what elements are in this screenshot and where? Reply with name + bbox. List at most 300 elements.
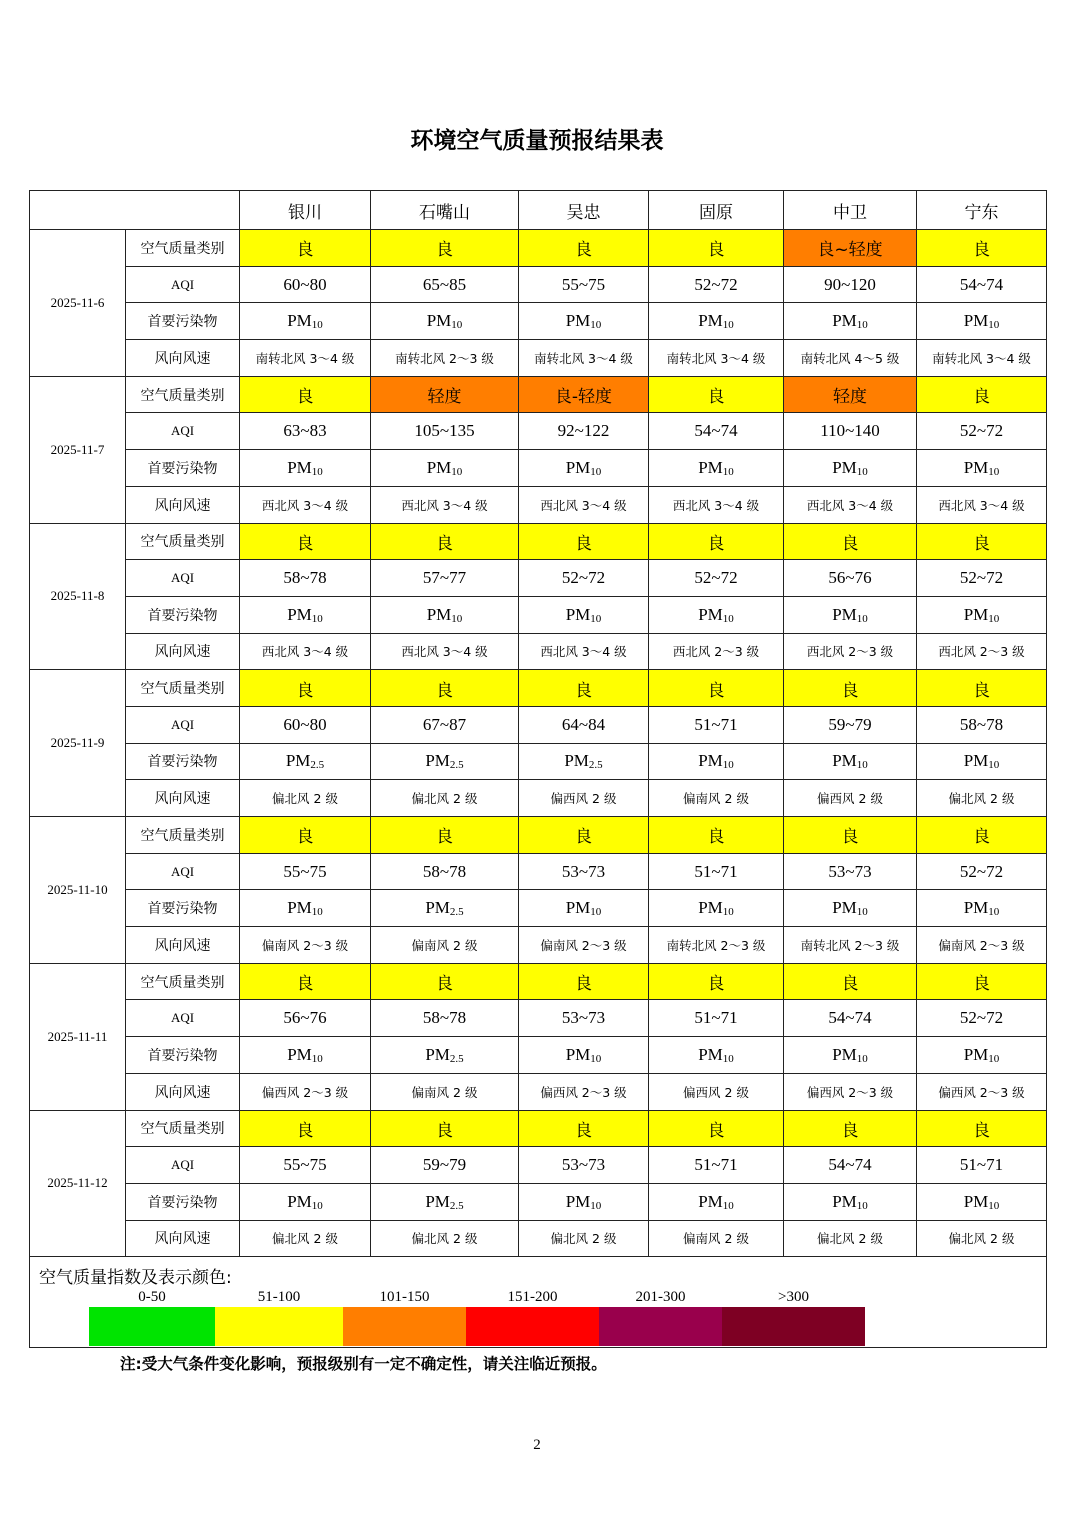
category-cell: 良 [649, 817, 784, 854]
row-label-wind: 风向风速 [126, 927, 240, 964]
legend [30, 1257, 1047, 1348]
pollutant-subscript: 10 [451, 319, 463, 332]
pollutant-base: PM [285, 751, 311, 771]
wind-cell: 偏西风 2～3 级 [519, 1073, 649, 1110]
aqi-cell: 54~74 [784, 1000, 917, 1037]
aqi-row [30, 1000, 1047, 1037]
category-row [30, 670, 1047, 707]
aqi-cell: 105~135 [371, 413, 519, 450]
forecast-date: 2025-11-11 [30, 963, 126, 1110]
wind-cell: 南转北风 3～4 级 [519, 340, 649, 377]
aqi-cell: 59~79 [371, 1147, 519, 1184]
category-cell: 良 [649, 670, 784, 707]
category-cell: 良 [240, 817, 371, 854]
category-cell: 良 [784, 963, 917, 1000]
pollutant-subscript: 2.5 [588, 759, 603, 772]
row-label-category: 空气质量类别 [126, 963, 240, 1000]
pollutant-subscript: 10 [988, 1199, 1000, 1212]
row-label-aqi: AQI [126, 413, 240, 450]
pollutant-base: PM [287, 1191, 312, 1211]
pollutant-cell [784, 450, 917, 487]
pollutant-subscript: 10 [988, 1052, 1000, 1065]
pollutant-base: PM [963, 604, 989, 624]
row-label-pollutant: 首要污染物 [126, 1037, 240, 1074]
wind-cell: 偏南风 2 级 [371, 1073, 519, 1110]
pollutant-base: PM [564, 751, 589, 771]
pollutant-subscript: 10 [988, 759, 1000, 772]
category-cell: 良~轻度 [784, 230, 917, 267]
aqi-cell: 54~74 [649, 413, 784, 450]
row-label-pollutant: 首要污染物 [126, 596, 240, 633]
pollutant-subscript: 10 [856, 759, 868, 772]
pollutant-subscript: 10 [856, 1199, 868, 1212]
city-header: 吴忠 [519, 191, 649, 230]
pollutant-cell [917, 1183, 1047, 1220]
category-cell: 良 [519, 523, 649, 560]
pollutant-subscript: 10 [988, 465, 1000, 478]
pollutant-cell [519, 303, 649, 340]
pollutant-cell [240, 743, 371, 780]
category-row [30, 1110, 1047, 1147]
pollutant-cell [240, 303, 371, 340]
category-cell: 轻度 [784, 376, 917, 413]
pollutant-cell [240, 1037, 371, 1074]
pollutant-cell [649, 1183, 784, 1220]
category-cell: 良 [917, 670, 1047, 707]
row-label-category: 空气质量类别 [126, 376, 240, 413]
category-cell: 良 [917, 963, 1047, 1000]
category-cell: 良 [371, 1110, 519, 1147]
pollutant-row [30, 890, 1047, 927]
pollutant-subscript: 10 [451, 465, 463, 478]
aqi-cell: 53~73 [519, 1000, 649, 1037]
category-cell: 良 [784, 523, 917, 560]
pollutant-cell [519, 1037, 649, 1074]
aqi-row [30, 413, 1047, 450]
category-row [30, 817, 1047, 854]
pollutant-base: PM [698, 604, 723, 624]
wind-cell: 偏西风 2 级 [519, 780, 649, 817]
aqi-cell: 110~140 [784, 413, 917, 450]
row-label-wind: 风向风速 [126, 1220, 240, 1257]
category-cell: 良 [649, 523, 784, 560]
pollutant-cell [649, 596, 784, 633]
wind-cell: 西北风 3～4 级 [519, 486, 649, 523]
wind-cell: 西北风 3～4 级 [240, 486, 371, 523]
city-header: 银川 [240, 191, 371, 230]
category-cell: 良 [371, 963, 519, 1000]
wind-cell: 偏南风 2～3 级 [519, 927, 649, 964]
category-cell: 良 [240, 230, 371, 267]
legend-row [30, 1257, 1047, 1348]
category-cell: 良 [240, 376, 371, 413]
wind-cell: 西北风 3～4 级 [784, 486, 917, 523]
wind-cell: 偏北风 2 级 [371, 1220, 519, 1257]
pollutant-row [30, 303, 1047, 340]
wind-cell: 西北风 3～4 级 [519, 633, 649, 670]
row-label-aqi: AQI [126, 853, 240, 890]
wind-cell: 西北风 3～4 级 [649, 486, 784, 523]
aqi-cell: 65~85 [371, 266, 519, 303]
category-cell: 良 [240, 523, 371, 560]
pollutant-base: PM [287, 1044, 312, 1064]
category-cell: 良 [784, 670, 917, 707]
aqi-cell: 51~71 [649, 1000, 784, 1037]
aqi-cell: 52~72 [917, 1000, 1047, 1037]
wind-cell: 偏西风 2～3 级 [240, 1073, 371, 1110]
wind-cell: 偏北风 2 级 [371, 780, 519, 817]
wind-cell: 偏北风 2 级 [917, 780, 1047, 817]
aqi-cell: 54~74 [917, 266, 1047, 303]
header-row [30, 191, 1047, 230]
category-cell: 良 [519, 670, 649, 707]
wind-cell: 南转北风 2～3 级 [784, 927, 917, 964]
wind-row [30, 340, 1047, 377]
aqi-cell: 90~120 [784, 266, 917, 303]
wind-cell: 偏南风 2 级 [371, 927, 519, 964]
wind-cell: 偏北风 2 级 [917, 1220, 1047, 1257]
wind-cell: 偏西风 2～3 级 [784, 1073, 917, 1110]
pollutant-cell [917, 743, 1047, 780]
pollutant-base: PM [698, 311, 723, 331]
pollutant-cell [371, 303, 519, 340]
pollutant-subscript: 10 [590, 1199, 602, 1212]
aqi-cell: 51~71 [917, 1147, 1047, 1184]
legend-range-label: 201-300 [635, 1289, 686, 1306]
aqi-cell: 52~72 [917, 413, 1047, 450]
row-label-aqi: AQI [126, 560, 240, 597]
pollutant-base: PM [832, 457, 857, 477]
pollutant-base: PM [963, 457, 989, 477]
aqi-cell: 58~78 [371, 853, 519, 890]
row-label-category: 空气质量类别 [126, 1110, 240, 1147]
category-cell: 良 [649, 1110, 784, 1147]
pollutant-subscript: 10 [451, 612, 463, 625]
category-cell: 良 [784, 1110, 917, 1147]
wind-cell: 偏南风 2～3 级 [240, 927, 371, 964]
category-cell: 良 [917, 376, 1047, 413]
disclaimer-note: 注:受大气条件变化影响，预报级别有一定不确定性，请关注临近预报。 [120, 1355, 607, 1373]
pollutant-cell [649, 890, 784, 927]
wind-cell: 西北风 3～4 级 [917, 486, 1047, 523]
aqi-cell: 55~75 [519, 266, 649, 303]
row-label-wind: 风向风速 [126, 633, 240, 670]
corner-cell [30, 191, 240, 230]
pollutant-cell [519, 450, 649, 487]
pollutant-subscript: 10 [311, 1199, 323, 1212]
legend-range-label: 151-200 [507, 1289, 558, 1306]
category-cell: 良 [519, 963, 649, 1000]
pollutant-subscript: 10 [856, 906, 868, 919]
wind-cell: 偏南风 2 级 [649, 1220, 784, 1257]
pollutant-subscript: 2.5 [449, 1199, 464, 1212]
pollutant-subscript: 10 [311, 465, 323, 478]
aqi-cell: 52~72 [649, 266, 784, 303]
category-cell: 良 [240, 670, 371, 707]
pollutant-base: PM [426, 311, 452, 331]
pollutant-base: PM [832, 1044, 857, 1064]
aqi-cell: 55~75 [240, 1147, 371, 1184]
category-cell: 良 [519, 230, 649, 267]
legend-range-label: 51-100 [257, 1289, 301, 1306]
aqi-row [30, 1147, 1047, 1184]
pollutant-cell [784, 303, 917, 340]
wind-row [30, 927, 1047, 964]
pollutant-cell [371, 450, 519, 487]
pollutant-subscript: 10 [856, 465, 868, 478]
wind-cell: 偏北风 2 级 [519, 1220, 649, 1257]
pollutant-cell [649, 450, 784, 487]
pollutant-base: PM [425, 1191, 450, 1211]
pollutant-base: PM [698, 751, 723, 771]
wind-cell: 西北风 2～3 级 [784, 633, 917, 670]
wind-row [30, 1220, 1047, 1257]
aqi-cell: 92~122 [519, 413, 649, 450]
category-row [30, 523, 1047, 560]
category-cell: 良 [917, 230, 1047, 267]
pollutant-cell [649, 743, 784, 780]
city-header: 宁东 [917, 191, 1047, 230]
wind-cell: 西北风 3～4 级 [371, 633, 519, 670]
pollutant-subscript: 10 [722, 319, 734, 332]
pollutant-cell [784, 596, 917, 633]
aqi-cell: 53~73 [519, 1147, 649, 1184]
aqi-cell: 53~73 [519, 853, 649, 890]
row-label-pollutant: 首要污染物 [126, 303, 240, 340]
aqi-row [30, 560, 1047, 597]
forecast-date: 2025-11-8 [30, 523, 126, 670]
aqi-cell: 56~76 [784, 560, 917, 597]
legend-color-swatch [722, 1307, 865, 1346]
wind-row [30, 1073, 1047, 1110]
pollutant-base: PM [832, 898, 857, 918]
category-cell: 轻度 [371, 376, 519, 413]
row-label-wind: 风向风速 [126, 486, 240, 523]
legend-range-label: 0-50 [138, 1289, 166, 1306]
row-label-category: 空气质量类别 [126, 230, 240, 267]
row-label-aqi: AQI [126, 266, 240, 303]
category-cell: 良 [649, 376, 784, 413]
aqi-cell: 55~75 [240, 853, 371, 890]
pollutant-subscript: 10 [988, 612, 1000, 625]
pollutant-cell [784, 890, 917, 927]
pollutant-base: PM [287, 457, 312, 477]
pollutant-subscript: 10 [311, 319, 323, 332]
pollutant-row [30, 596, 1047, 633]
pollutant-base: PM [963, 898, 989, 918]
wind-cell: 偏北风 2 级 [240, 1220, 371, 1257]
pollutant-base: PM [832, 1191, 857, 1211]
pollutant-subscript: 10 [590, 1052, 602, 1065]
pollutant-subscript: 10 [311, 1052, 323, 1065]
legend-color-swatch [343, 1307, 466, 1346]
aqi-cell: 54~74 [784, 1147, 917, 1184]
aqi-cell: 60~80 [240, 706, 371, 743]
pollutant-cell [519, 596, 649, 633]
wind-cell: 偏西风 2～3 级 [917, 1073, 1047, 1110]
pollutant-base: PM [425, 1044, 450, 1064]
pollutant-cell [917, 450, 1047, 487]
row-label-category: 空气质量类别 [126, 670, 240, 707]
pollutant-cell [917, 596, 1047, 633]
legend-color-swatch [89, 1307, 215, 1346]
pollutant-cell [917, 303, 1047, 340]
wind-cell: 南转北风 4～5 级 [784, 340, 917, 377]
category-cell: 良 [371, 523, 519, 560]
pollutant-base: PM [565, 1044, 591, 1064]
aqi-cell: 58~78 [917, 706, 1047, 743]
pollutant-cell [917, 890, 1047, 927]
pollutant-base: PM [698, 898, 723, 918]
aqi-cell: 53~73 [784, 853, 917, 890]
pollutant-subscript: 2.5 [449, 759, 464, 772]
pollutant-row [30, 450, 1047, 487]
pollutant-cell [519, 890, 649, 927]
pollutant-subscript: 10 [988, 906, 1000, 919]
pollutant-subscript: 10 [590, 465, 602, 478]
aqi-cell: 51~71 [649, 706, 784, 743]
category-cell: 良-轻度 [519, 376, 649, 413]
wind-cell: 南转北风 3～4 级 [649, 340, 784, 377]
wind-row [30, 633, 1047, 670]
pollutant-base: PM [963, 311, 989, 331]
row-label-aqi: AQI [126, 1000, 240, 1037]
pollutant-subscript: 10 [311, 906, 323, 919]
aqi-row [30, 706, 1047, 743]
category-cell: 良 [519, 817, 649, 854]
category-row [30, 376, 1047, 413]
wind-cell: 西北风 2～3 级 [917, 633, 1047, 670]
pollutant-subscript: 10 [722, 1052, 734, 1065]
aqi-cell: 56~76 [240, 1000, 371, 1037]
wind-cell: 偏南风 2 级 [649, 780, 784, 817]
pollutant-subscript: 10 [722, 1199, 734, 1212]
pollutant-base: PM [963, 751, 989, 771]
city-header: 石嘴山 [371, 191, 519, 230]
pollutant-cell [371, 743, 519, 780]
page-title: 环境空气质量预报结果表 [410, 128, 664, 154]
category-cell: 良 [649, 230, 784, 267]
pollutant-base: PM [565, 1191, 591, 1211]
legend-color-swatch [215, 1307, 343, 1346]
aqi-row [30, 853, 1047, 890]
pollutant-base: PM [698, 1044, 723, 1064]
legend-color-swatch [599, 1307, 722, 1346]
pollutant-base: PM [425, 751, 450, 771]
pollutant-base: PM [425, 898, 450, 918]
pollutant-cell [240, 596, 371, 633]
wind-cell: 南转北风 3～4 级 [240, 340, 371, 377]
row-label-pollutant: 首要污染物 [126, 890, 240, 927]
category-cell: 良 [784, 817, 917, 854]
category-cell: 良 [917, 817, 1047, 854]
pollutant-base: PM [565, 898, 591, 918]
wind-cell: 偏西风 2 级 [784, 780, 917, 817]
pollutant-base: PM [832, 311, 857, 331]
wind-cell: 偏南风 2～3 级 [917, 927, 1047, 964]
pollutant-base: PM [832, 751, 857, 771]
pollutant-base: PM [698, 1191, 723, 1211]
pollutant-base: PM [287, 604, 312, 624]
aqi-cell: 59~79 [784, 706, 917, 743]
aqi-cell: 57~77 [371, 560, 519, 597]
pollutant-base: PM [287, 311, 312, 331]
category-row [30, 963, 1047, 1000]
row-label-category: 空气质量类别 [126, 817, 240, 854]
wind-cell: 南转北风 2～3 级 [371, 340, 519, 377]
pollutant-subscript: 10 [722, 465, 734, 478]
category-cell: 良 [519, 1110, 649, 1147]
category-cell: 良 [917, 1110, 1047, 1147]
pollutant-base: PM [698, 457, 723, 477]
row-label-aqi: AQI [126, 1147, 240, 1184]
wind-cell: 南转北风 2～3 级 [649, 927, 784, 964]
pollutant-subscript: 10 [988, 319, 1000, 332]
wind-cell: 偏西风 2 级 [649, 1073, 784, 1110]
aqi-cell: 67~87 [371, 706, 519, 743]
row-label-wind: 风向风速 [126, 780, 240, 817]
wind-cell: 南转北风 3～4 级 [917, 340, 1047, 377]
pollutant-base: PM [287, 898, 312, 918]
pollutant-subscript: 10 [722, 759, 734, 772]
pollutant-row [30, 743, 1047, 780]
aqi-cell: 63~83 [240, 413, 371, 450]
pollutant-cell [371, 1037, 519, 1074]
category-cell: 良 [240, 1110, 371, 1147]
page-number: 2 [533, 1437, 541, 1453]
pollutant-row [30, 1037, 1047, 1074]
aqi-cell: 52~72 [649, 560, 784, 597]
pollutant-subscript: 10 [590, 612, 602, 625]
pollutant-base: PM [963, 1044, 989, 1064]
pollutant-base: PM [426, 604, 452, 624]
row-label-category: 空气质量类别 [126, 523, 240, 560]
pollutant-base: PM [565, 604, 591, 624]
pollutant-cell [784, 1037, 917, 1074]
category-cell: 良 [240, 963, 371, 1000]
pollutant-base: PM [963, 1191, 989, 1211]
pollutant-cell [371, 596, 519, 633]
forecast-date: 2025-11-10 [30, 817, 126, 964]
legend-color-swatch [466, 1307, 599, 1346]
aqi-cell: 58~78 [240, 560, 371, 597]
legend-title: 空气质量指数及表示颜色: [39, 1268, 232, 1289]
pollutant-cell [240, 450, 371, 487]
pollutant-cell [371, 890, 519, 927]
legend-range-label: >300 [778, 1289, 809, 1306]
aqi-row [30, 266, 1047, 303]
pollutant-subscript: 10 [856, 319, 868, 332]
legend-range-label: 101-150 [379, 1289, 430, 1306]
row-label-pollutant: 首要污染物 [126, 743, 240, 780]
pollutant-cell [519, 1183, 649, 1220]
pollutant-cell [371, 1183, 519, 1220]
row-label-pollutant: 首要污染物 [126, 450, 240, 487]
pollutant-subscript: 10 [722, 612, 734, 625]
pollutant-subscript: 10 [856, 1052, 868, 1065]
wind-row [30, 780, 1047, 817]
pollutant-subscript: 10 [590, 319, 602, 332]
pollutant-base: PM [565, 457, 591, 477]
wind-cell: 偏北风 2 级 [784, 1220, 917, 1257]
aqi-cell: 52~72 [519, 560, 649, 597]
pollutant-cell [649, 303, 784, 340]
aqi-cell: 60~80 [240, 266, 371, 303]
wind-cell: 西北风 3～4 级 [371, 486, 519, 523]
pollutant-subscript: 2.5 [310, 759, 325, 772]
pollutant-subscript: 2.5 [449, 906, 464, 919]
pollutant-cell [519, 743, 649, 780]
